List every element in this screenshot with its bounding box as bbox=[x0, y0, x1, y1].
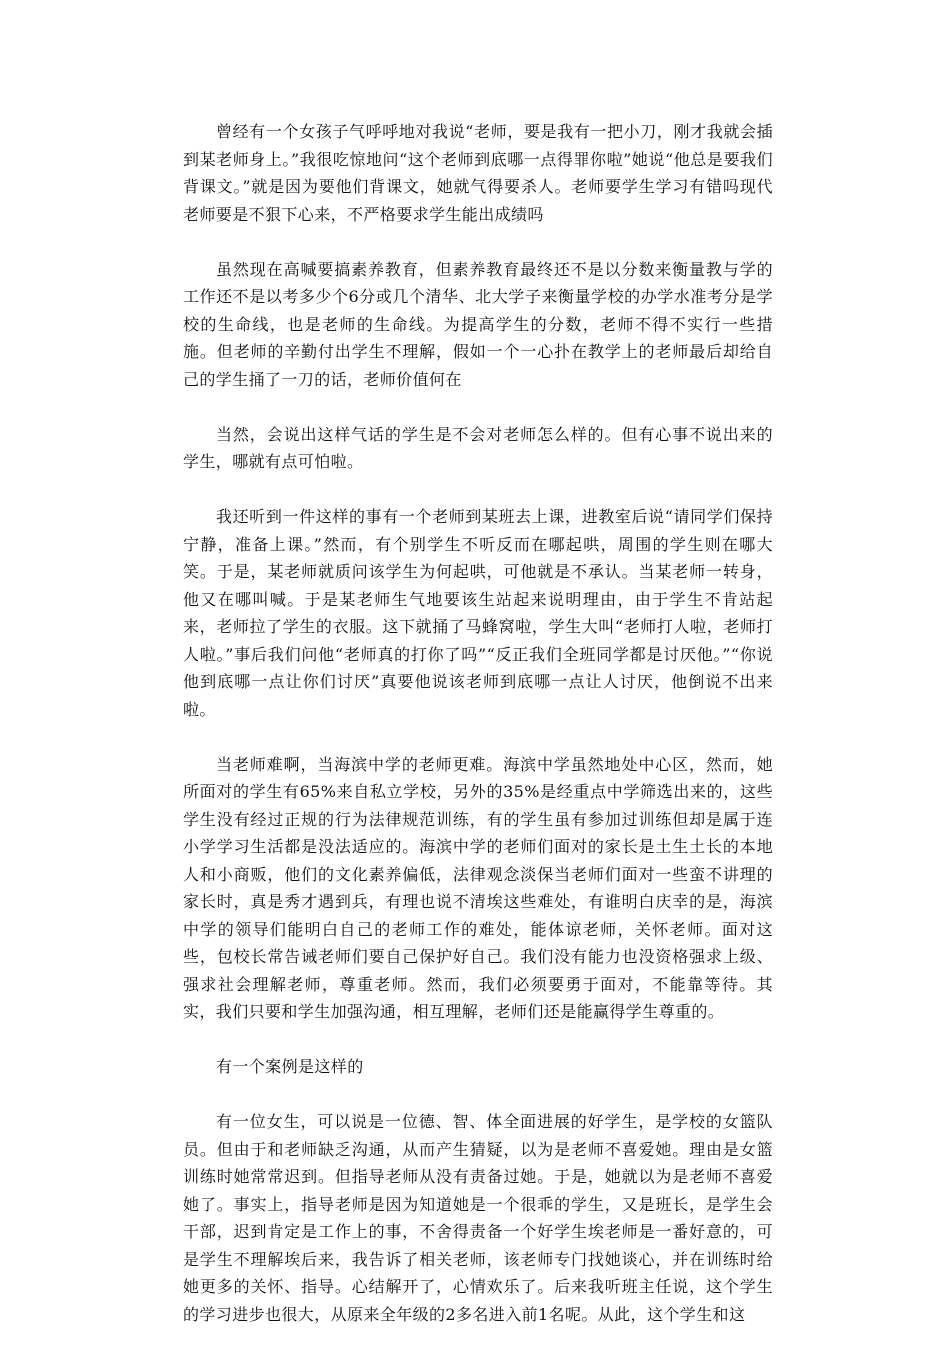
paragraph-1: 曾经有一个女孩子气呼呼地对我说“老师，要是我有一把小刀，刚才我就会插到某老师身上。”我很吃惊地问“这个老师到底哪一点得罪你啦”她说“他总是要我们背课文。”就是因为要他们背课文，她就气得要杀人。老师要学生学习有错吗现代老师要是不狠下心来，不严格要求学生能出成绩吗 bbox=[183, 122, 773, 224]
paragraph-2: 虽然现在高喊要搞素养教育，但素养教育最终还不是以分数来衡量教与学的工作还不是以考多少个6分或几个清华、北大学子来衡量学校的办学水准考分是学校的生命线，也是老师的生命线。为提高学生的分数，老师不得不实行一些措施。但老师的辛勤付出学生不理解，假如一个一心扑在教学上的老师最后却给自己的学生捅了一刀的话，老师价值何在 bbox=[183, 259, 773, 389]
paragraph-4: 我还听到一件这样的事有一个老师到某班去上课，进教室后说“请同学们保持宁静，准备上课。”然而，有个别学生不听反而在哪起哄，周围的学生则在哪大笑。于是，某老师就质问该学生为何起哄，可他就是不承认。当某老师一转身，他又在哪叫喊。于是某老师生气地要该生站起来说明理由，由于学生不肯站起来，老师拉了学生的衣服。这下就捅了马蜂窝啦，学生大叫“老师打人啦，老师打人啦。”事后我们问他“老师真的打你了吗”“反正我们全班同学都是讨厌他。”“你说他到底哪一点让你们讨厌”真要他说该老师到底哪一点让人讨厌，他倒说不出来啦。 bbox=[183, 507, 773, 719]
paragraph-7: 有一位女生，可以说是一位德、智、体全面进展的好学生，是学校的女篮队员。但由于和老师缺乏沟通，从而产生猜疑，以为是老师不喜爱她。理由是女篮训练时她常常迟到。但指导老师从没有责备过她。于是，她就以为是老师不喜爱她了。事实上，指导老师是因为知道她是一个很乖的学生，又是班长，是学生会干部，迟到肯定是工作上的事，不舍得责备一个好学生埃老师是一番好意的，可是学生不理解埃后来，我告诉了相关老师，该老师专门找她谈心，并在训练时给她更多的关怀、指导。心结解开了，心情欢乐了。后来我听班主任说，这个学生的学习进步也很大，从原来全年级的2多名进入前1名呢。从此，这个学生和这 bbox=[183, 1112, 773, 1324]
paragraph-3: 当然，会说出这样气话的学生是不会对老师怎么样的。但有心事不说出来的学生，哪就有点可怕啦。 bbox=[183, 424, 773, 471]
document-body bbox=[183, 118, 773, 1356]
paragraph-6: 有一个案例是这样的 bbox=[216, 1057, 364, 1076]
paragraph-5: 当老师难啊，当海滨中学的老师更难。海滨中学虽然地处中心区，然而，她所面对的学生有65%来自私立学校，另外的35%是经重点中学筛选出来的，这些学生没有经过正规的行为法律规范训练，有的学生虽有参加过训练但却是属于连小学学习生活都是没法适应的。海滨中学的老师们面对的家长是土生土长的本地人和小商贩，他们的文化素养偏低，法律观念淡保当老师们面对一些蛮不讲理的家长时，真是秀才遇到兵，有理也说不清埃这些难处，有谁明白庆幸的是，海滨中学的领导们能明白自己的老师工作的难处，能体谅老师，关怀老师。面对这些，包校长常告诫老师们要自己保护好自己。我们没有能力也没资格强求上级、强求社会理解老师，尊重老师。然而，我们必须要勇于面对，不能靠等待。其实，我们只要和学生加强沟通，相互理解，老师们还是能赢得学生尊重的。 bbox=[183, 754, 773, 1021]
